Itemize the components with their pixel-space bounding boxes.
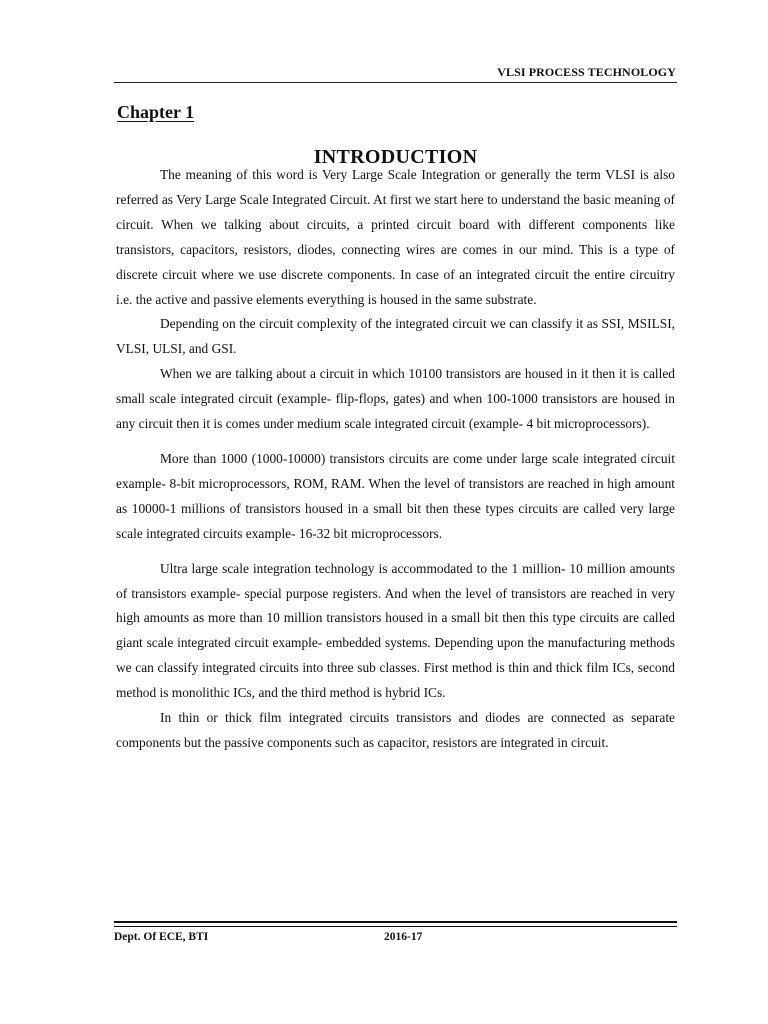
footer-year: 2016-17: [384, 931, 423, 943]
footer-rule-thin: [114, 926, 677, 927]
chapter-title: INTRODUCTION: [313, 146, 478, 168]
header-rule: [114, 82, 677, 83]
body-text: [116, 163, 675, 756]
footer-rule-thick: [114, 921, 677, 923]
paragraph-6: In thin or thick film integrated circuits transistors and diodes are connected as separate components but the passive components such as capacitor, resistors are integrated in circuit.: [116, 710, 675, 750]
paragraph-5: Ultra large scale integration technology is accommodated to the 1 million- 10 million amounts of transistors example- special purpose registers. And when the level of transistors are reached in very high amounts as more than 10 million transistors housed in a small bit then this type circuits are called giant scale integrated circuit example- embedded systems. Depending upon the manufacturing methods we can classify integrated circuits into three sub classes. First method is thin and thick film ICs, second method is monolithic ICs, and the third method is hybrid ICs.: [116, 560, 675, 701]
paragraph-3: When we are talking about a circuit in which 10100 transistors are housed in it then it is called small scale integrated circuit (example- flip-flops, gates) and when 100-1000 transistors are housed in any circuit then it is comes under medium scale integrated circuit (example- 4 bit microprocessors).: [116, 366, 675, 432]
paragraph-4: More than 1000 (1000-10000) transistors circuits are come under large scale integrated circuit example- 8-bit microprocessors, ROM, RAM. When the level of transistors are reached in high amount as 10000-1 millions of transistors housed in a small bit then these types circuits are called very large scale integrated circuits example- 16-32 bit microprocessors.: [116, 450, 675, 541]
paragraph-2: Depending on the circuit complexity of the integrated circuit we can classify it as SSI, MSILSI, VLSI, ULSI, and GSI.: [116, 316, 675, 357]
footer-department: Dept. Of ECE, BTI: [114, 931, 209, 943]
running-header-title: VLSI PROCESS TECHNOLOGY: [497, 65, 676, 79]
paragraph-1: The meaning of this word is Very Large Scale Integration or generally the term VLSI is also referred as Very Large Scale Integrated Circuit. At first we start here to understand the basic meaning of circuit. When we talking about circuits, a printed circuit board with different components like transistors, capacitors, resistors, diodes, connecting wires are comes in our mind. This is a type of discrete circuit where we use discrete components. In case of an integrated circuit the entire circuitry i.e. the active and passive elements everything is housed in the same substrate.: [116, 167, 675, 307]
chapter-label: Chapter 1: [117, 102, 195, 122]
